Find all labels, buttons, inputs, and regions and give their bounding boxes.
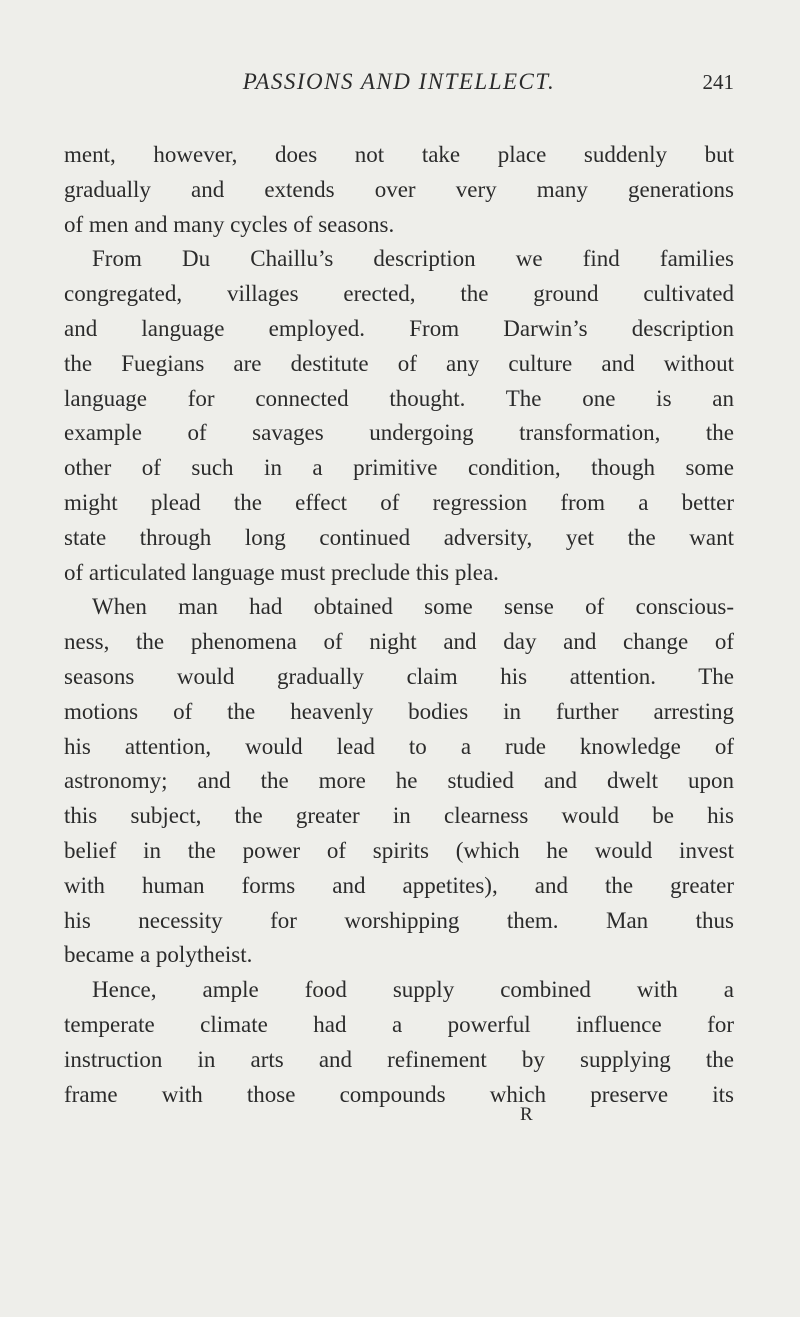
text-line: with human forms and appetites), and the greater <box>64 872 734 898</box>
text-line: ness, the phenomena of night and day and change of <box>64 629 734 655</box>
text-line: example of savages undergoing transformation, the <box>64 420 734 446</box>
text-line: state through long continued adversity, yet the want <box>64 524 734 550</box>
text-line: temperate climate had a powerful influence for <box>64 1011 734 1037</box>
text-line: his attention, would lead to a rude knowledge of <box>64 733 734 759</box>
running-title: PASSIONS AND INTELLECT. <box>242 69 556 94</box>
text-line: motions of the heavenly bodies in further arresting <box>64 698 734 724</box>
text-line: astronomy; and the more he studied and dwelt upon <box>64 768 734 794</box>
text-line: instruction in arts and refinement by supplying the <box>64 1046 734 1072</box>
text-line: Hence, ample food supply combined with a <box>92 977 734 1003</box>
text-line: gradually and extends over very many generations <box>64 176 734 202</box>
running-head <box>64 62 734 102</box>
text-line: and language employed. From Darwin’s description <box>64 315 734 341</box>
text-line: might plead the effect of regression from a better <box>64 489 734 515</box>
text-line: congregated, villages erected, the ground cultivated <box>64 281 734 307</box>
text-line: his necessity for worshipping them. Man thus <box>64 907 734 933</box>
text-line: From Du Chaillu’s description we find families <box>92 246 734 272</box>
text-line: belief in the power of spirits (which he would invest <box>64 837 734 863</box>
text-line: ment, however, does not take place suddenly but <box>64 142 734 167</box>
text-line: became a polytheist. <box>64 942 253 968</box>
body-text <box>64 138 734 1112</box>
signature-mark: R <box>520 1104 533 1125</box>
text-line: seasons would gradually claim his attention. The <box>64 663 734 689</box>
text-line: frame with those compounds which preserve its <box>64 1081 734 1107</box>
text-line: of men and many cycles of seasons. <box>64 211 395 237</box>
text-line: this subject, the greater in clearness would be his <box>64 803 734 829</box>
text-line: When man had obtained some sense of conscious- <box>92 594 734 620</box>
text-line: other of such in a primitive condition, though some <box>64 455 734 481</box>
text-line: language for connected thought. The one is an <box>64 385 734 411</box>
text-line: of articulated language must preclude this plea. <box>64 559 499 585</box>
page-number: 241 <box>702 70 734 94</box>
text-line: the Fuegians are destitute of any culture and without <box>64 350 734 376</box>
